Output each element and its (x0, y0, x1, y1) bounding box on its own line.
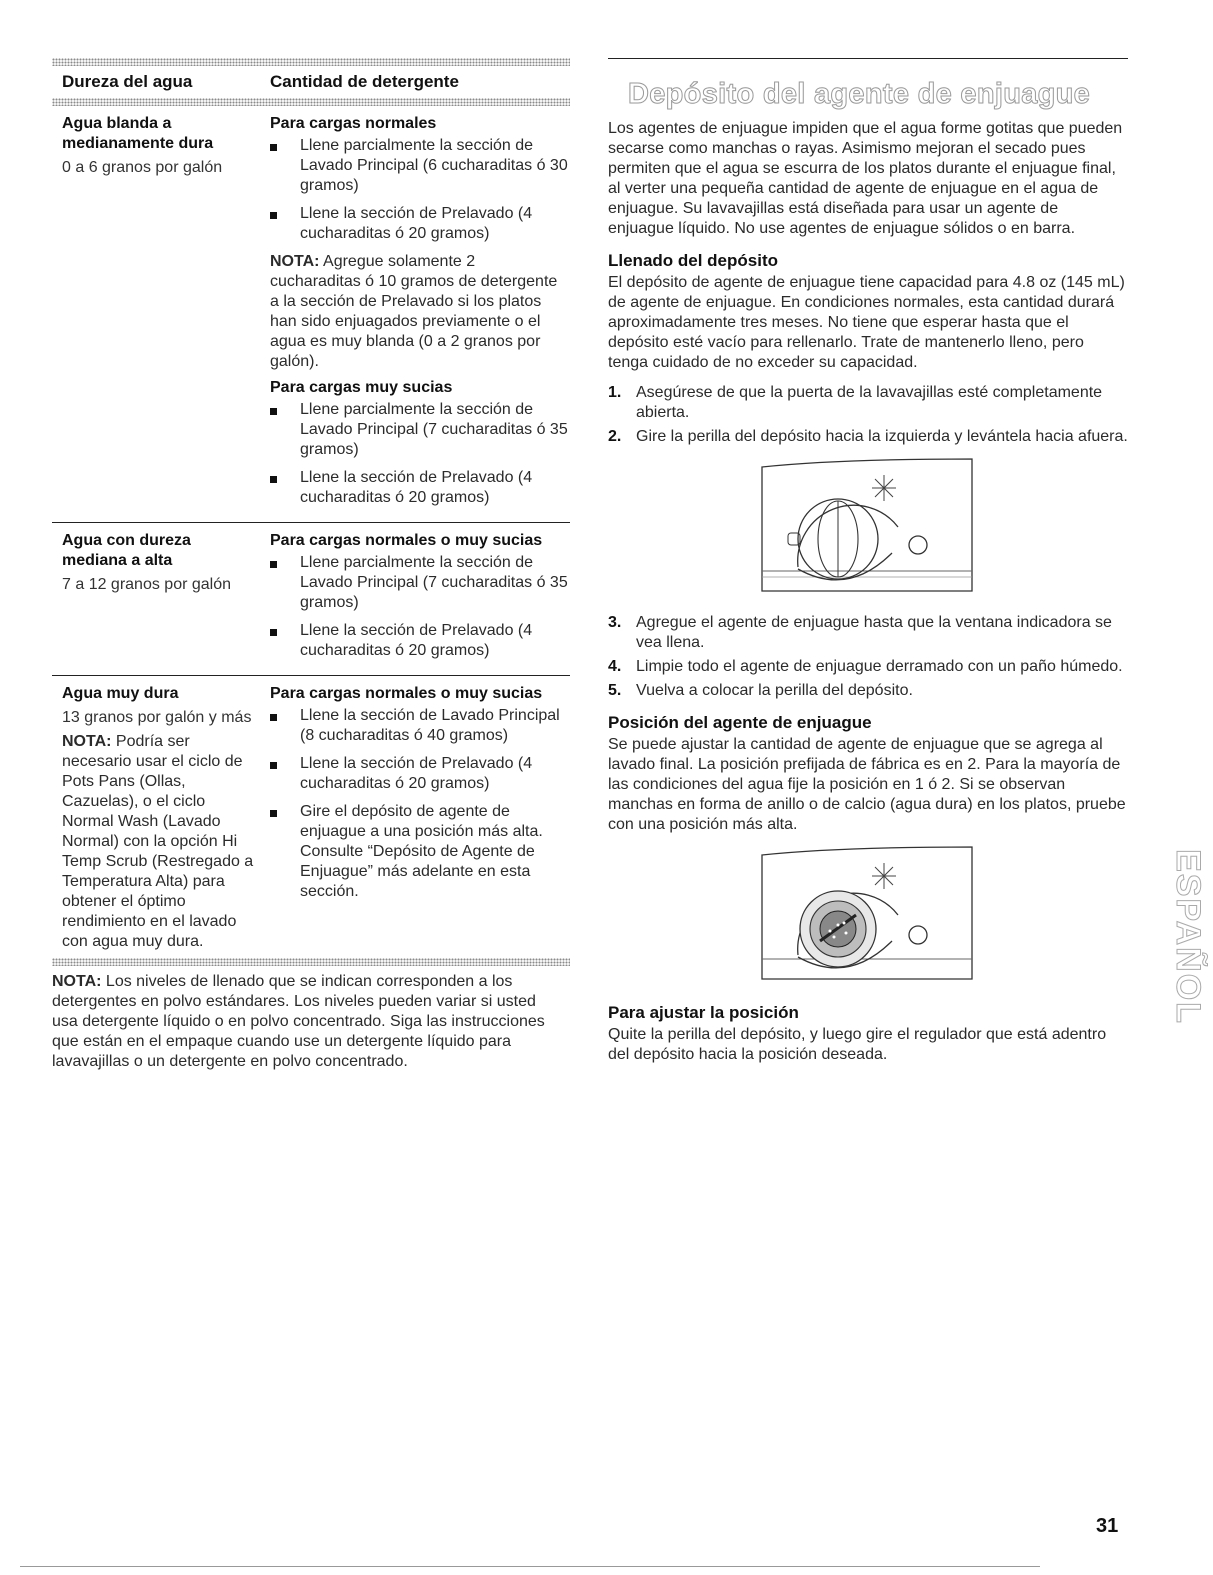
note-text: Podría ser necesario usar el ciclo de Pots Pans (Ollas, Cazuelas), o el ciclo Normal Wash (Lavado Normal) con la opción Hi Temp Scrub (Restregado a Temperatura Alta) para obtener el óptimo rendimiento en el lavado con agua muy dura. (62, 733, 254, 950)
section-title: Para cargas muy sucias (270, 379, 453, 396)
note (62, 732, 260, 952)
hardness-cell (52, 114, 260, 516)
list-item: Gire el depósito de agente de enjuague a una posición más alta. Consulte “Depósito de Agente de Enjuague” más adelante en esta sección. (270, 802, 570, 902)
detergent-table (52, 58, 570, 1072)
header-bottom-rule (52, 98, 570, 106)
hardness-cell (52, 531, 260, 669)
list-item: Llene la sección de Prelavado (4 cucharaditas ó 20 gramos) (270, 204, 570, 244)
section-title: Para cargas normales o muy sucias (270, 685, 543, 702)
fill-heading: Llenado del depósito (608, 251, 779, 270)
side-tab-label: ESPAÑOL (1169, 849, 1207, 1025)
table-row-hard-water (52, 676, 570, 958)
refill-steps (608, 613, 1128, 701)
step-text: Gire la perilla del depósito hacia la izquierda y levántela hacia afuera. (636, 428, 1128, 445)
detergent-cell (260, 684, 570, 952)
step-text: Limpie todo el agente de enjuague derramado con un paño húmedo. (636, 658, 1123, 675)
step-text: Agregue el agente de enjuague hasta que la ventana indicadora se vea llena. (636, 614, 1112, 651)
list-item: Llene la sección de Prelavado (4 cucharaditas ó 20 gramos) (270, 468, 570, 508)
table-row-soft-water (52, 106, 570, 522)
list-item: Llene la sección de Lavado Principal (8 cucharaditas ó 40 gramos) (270, 706, 570, 746)
hardness-range: 13 granos por galón y más (62, 709, 252, 726)
page-bottom-rule (20, 1566, 1040, 1567)
list-item (608, 657, 1128, 677)
dispenser-open-icon (758, 457, 976, 597)
bullet-list (270, 706, 570, 902)
note-label: NOTA: (62, 733, 112, 750)
header-detergent-amount: Cantidad de detergente (270, 72, 459, 91)
hardness-range: 7 a 12 granos por galón (62, 576, 232, 593)
page-number: 31 (1096, 1515, 1119, 1537)
hardness-title: Agua blanda a medianamente dura (62, 115, 214, 152)
section-title: Depósito del agente de enjuague (628, 78, 1091, 110)
list-item: Llene la sección de Prelavado (4 cucharaditas ó 20 gramos) (270, 754, 570, 794)
note-text: Agregue solamente 2 cucharaditas ó 10 gramos de detergente a la sección de Prelavado si los platos han sido enjuagados previamente o el agua es muy blanda (0 a 2 granos por galón). (270, 253, 558, 370)
note (270, 252, 570, 372)
adjust-paragraph: Quite la perilla del depósito, y luego gire el regulador que está adentro del depósito hacia la posición deseada. (608, 1026, 1107, 1063)
adjust-heading: Para ajustar la posición (608, 1003, 799, 1022)
detergent-cell (260, 531, 570, 669)
rinse-aid-section (608, 58, 1128, 1075)
list-item: Llene parcialmente la sección de Lavado Principal (7 cucharaditas ó 35 gramos) (270, 553, 570, 613)
list-item (608, 383, 1128, 423)
table-bottom-rule (52, 958, 570, 966)
intro-paragraph: Los agentes de enjuague impiden que el agua forme gotitas que pueden secarse como manchas o rayas. Asimismo mejoran el secado pues permiten que el agua se escurra de los platos durante el enjuague final, al verter una pequeña cantidad de agente de enjuague en el agua de enjuague. Su lavavajillas está diseñada para usar un agente de enjuague líquido. No use agentes de enjuague sólidos o en barra. (608, 120, 1123, 237)
position-paragraph: Se puede ajustar la cantidad de agente de enjuague que se agrega al lavado final. La posición prefijada de fábrica es en 2. Para la mayoría de las condiciones del agua fije la posición en 1 ó 2. Si se observan manchas en forma de anillo o de calcio (agua dura) en los platos, pruebe con una posición más alta. (608, 736, 1126, 833)
bullet-list (270, 553, 570, 661)
section-title: Para cargas normales o muy sucias (270, 532, 543, 549)
fill-paragraph: El depósito de agente de enjuague tiene capacidad para 4.8 oz (145 mL) de agente de enjuague. En condiciones normales, esta cantidad durará aproximadamente tres meses. No tiene que esperar hasta que el depósito esté vacío para rellenarlo. Trate de mantenerlo lleno, pero tenga cuidado de no exceder su capacidad. (608, 274, 1125, 371)
dispenser-knob-illustration (758, 457, 1128, 603)
step-number: 4. (608, 658, 622, 675)
section-title: Para cargas normales (270, 115, 437, 132)
list-item (608, 427, 1128, 447)
regulator-dial-icon (758, 845, 976, 985)
bullet-list (270, 400, 570, 508)
step-text: Vuelva a colocar la perilla del depósito. (636, 682, 913, 699)
language-side-tab (1168, 812, 1208, 1062)
step-number: 3. (608, 614, 622, 631)
note-text: Los niveles de llenado que se indican corresponden a los detergentes en polvo estándares. Los niveles pueden variar si usted usa detergente líquido o en polvo concentrado. Siga las instrucciones que están en el empaque cuando use un detergente líquido para lavavajillas o un detergente en polvo concentrado. (52, 973, 545, 1070)
list-item (608, 681, 1128, 701)
step-number: 2. (608, 428, 622, 445)
hardness-cell (52, 684, 260, 952)
detergent-cell (260, 114, 570, 516)
hardness-title: Agua con dureza mediana a alta (62, 532, 191, 569)
bottom-note (52, 972, 570, 1072)
note-label: NOTA: (270, 253, 320, 270)
list-item (608, 613, 1128, 653)
note-label: NOTA: (52, 973, 102, 990)
hardness-range: 0 a 6 granos por galón (62, 159, 223, 176)
rinse-aid-regulator-illustration (758, 845, 1128, 991)
table-header (52, 66, 570, 98)
step-number: 1. (608, 384, 622, 401)
table-row-medium-water (52, 523, 570, 675)
hardness-title: Agua muy dura (62, 685, 179, 702)
list-item: Llene la sección de Prelavado (4 cucharaditas ó 20 gramos) (270, 621, 570, 661)
table-top-rule (52, 58, 570, 66)
step-number: 5. (608, 682, 622, 699)
list-item: Llene parcialmente la sección de Lavado Principal (6 cucharaditas ó 30 gramos) (270, 136, 570, 196)
list-item: Llene parcialmente la sección de Lavado Principal (7 cucharaditas ó 35 gramos) (270, 400, 570, 460)
fill-steps (608, 383, 1128, 447)
section-top-rule (608, 58, 1128, 59)
header-water-hardness: Dureza del agua (62, 72, 193, 91)
step-text: Asegúrese de que la puerta de la lavavajillas esté completamente abierta. (636, 384, 1103, 421)
position-heading: Posición del agente de enjuague (608, 713, 872, 732)
bullet-list (270, 136, 570, 244)
